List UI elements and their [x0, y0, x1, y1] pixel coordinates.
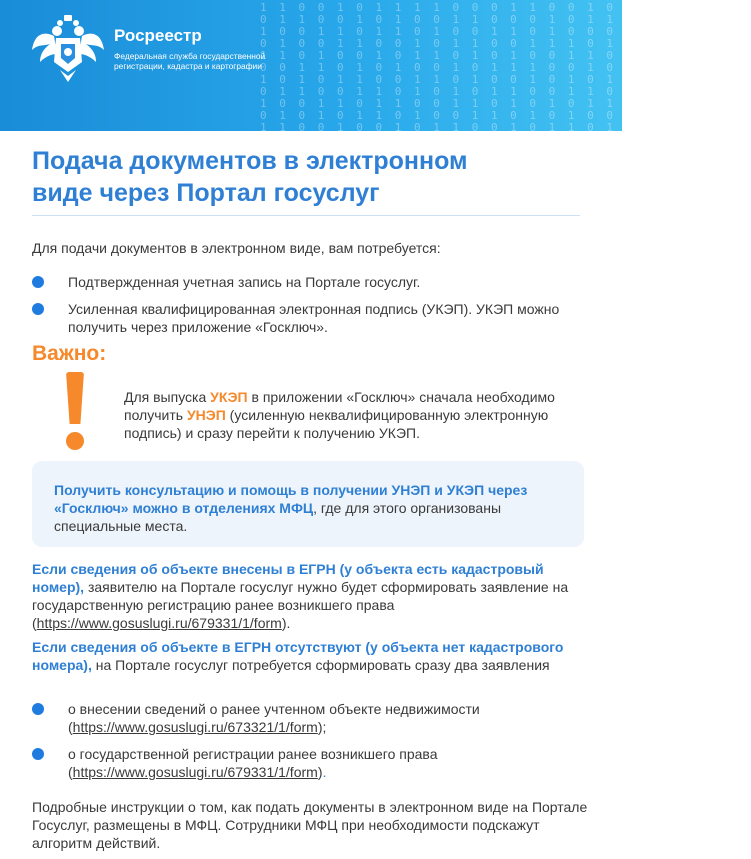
important-note: Для выпуска УКЭП в приложении «Госключ» сначала необходимо получить УНЭП (усиленную неквалифицированную электронную подпись) и сразу перейти к получению УКЭП. — [124, 389, 555, 441]
consultation-callout — [32, 461, 584, 547]
requirement-text: Подтвержденная учетная запись на Портале госуслуг. — [68, 274, 421, 290]
brand-name: Росреестр — [114, 26, 202, 45]
case-without-cadastral-number: Если сведения об объекте в ЕГРН отсутствуют (у объекта нет кадастрового номера), на Портале госуслуг потребуется сформировать сразу два заявления — [32, 639, 564, 673]
requirement-text: Усиленная квалифицированная электронная подпись (УКЭП). УКЭП можно получить через приложение «Госключ». — [68, 301, 560, 335]
callout-bold: Получить консультацию и помощь в получении УНЭП и УКЭП через «Госключ» можно в отделениях МФЦ — [54, 482, 528, 516]
form-link[interactable]: https://www.gosuslugi.ru/679331/1/form — [72, 764, 318, 780]
page-title-line-2: виде через Портал госуслуг — [32, 179, 380, 207]
rosreestr-emblem-icon — [30, 14, 106, 84]
bullet-dot-icon — [32, 276, 44, 288]
application-text: о государственной регистрации ранее возникшего права (https://www.gosuslugi.ru/679331/1/form). — [68, 746, 438, 780]
application-text: о внесении сведений о ранее учтенном объекте недвижимости (https://www.gosuslugi.ru/673321/1/form); — [68, 701, 480, 735]
form-link[interactable]: https://www.gosuslugi.ru/673321/1/form — [72, 719, 318, 735]
case-with-cadastral-number: Если сведения об объекте внесены в ЕГРН (у объекта есть кадастровый номер), заявителю на Портале госуслуг нужно будет сформировать заявление на государственную регистрацию ранее возникшего права (https://www.gosuslugi.ru/679331/1/form). — [32, 561, 569, 631]
important-heading: Важно: — [32, 342, 107, 365]
form-link[interactable]: https://www.gosuslugi.ru/679331/1/form — [36, 615, 282, 631]
ukep-highlight: УКЭП — [210, 389, 248, 405]
brand-subtitle: Федеральная служба государственной регистрации, кадастра и картографии — [114, 51, 266, 71]
bullet-dot-icon — [32, 748, 44, 760]
page-title — [32, 145, 592, 209]
page-title-line-1: Подача документов в электронном — [32, 147, 468, 175]
unep-highlight: УНЭП — [186, 407, 226, 423]
footer-instructions: Подробные инструкции о том, как подать документы в электронном виде на Портале Госуслуг, размещены в МФЦ. Сотрудники МФЦ при необходимости подскажут алгоритм действий. — [32, 799, 588, 851]
intro-text: Для подачи документов в электронном виде, вам потребуется: — [32, 240, 441, 256]
header-banner — [0, 0, 751, 134]
binary-pattern-decoration: 1 1 0 0 1 0 1 1 1 1 0 0 0 1 1 0 0 1 0 0 1 1 1 0 0 1 0 1 1 0 0 1 0 1 0 0 1 1 0 0 0 1 0 1 1 1 0 0 1 0 1 1 1 0 0 1 1 0 1 1 0 1 0 0 1 1 0 1 0 0 0 1 1 1 0 1 0 0 0 1 0 0 1 1 0 0 1 0 1 1 0 0 1 1 1 0 1 0 0 1 1 0 1 1 1 1 0 1 0 0 1 0 1 1 0 1 0 1 0 0 1 1 0 0 1 0 1 1 1 0 0 0 1 1 0 1 0 1 0 0 1 0 1 1 1 0 0 1 0 1 1 0 0 1 0 1 1 0 1 0 1 1 0 0 1 1 0 1 0 0 1 0 1 0 1 1 0 0 1 0 1 1 0 1 1 0 0 1 1 0 1 0 1 0 1 1 0 0 1 1 0 1 0 1 0 0 1 0 1 0 0 1 1 0 1 1 0 0 1 1 0 1 0 1 0 1 1 0 0 1 1 0 0 1 0 1 0 1 0 1 1 0 1 0 0 1 1 0 1 0 1 0 0 1 1 0 1 0 1 0 1 1 0 0 1 0 0 1 0 1 1 0 0 1 0 1 1 0 1 0 0 1 0 1 1 0 — [260, 1, 751, 134]
bullet-dot-icon — [32, 703, 44, 715]
exclamation-icon — [60, 372, 90, 452]
bullet-dot-icon — [32, 303, 44, 315]
callout-text: Получить консультацию и помощь в получении УНЭП и УКЭП через «Госключ» можно в отделениях МФЦ, где для этого организованы специальные места. — [54, 482, 528, 534]
title-divider — [32, 215, 580, 216]
